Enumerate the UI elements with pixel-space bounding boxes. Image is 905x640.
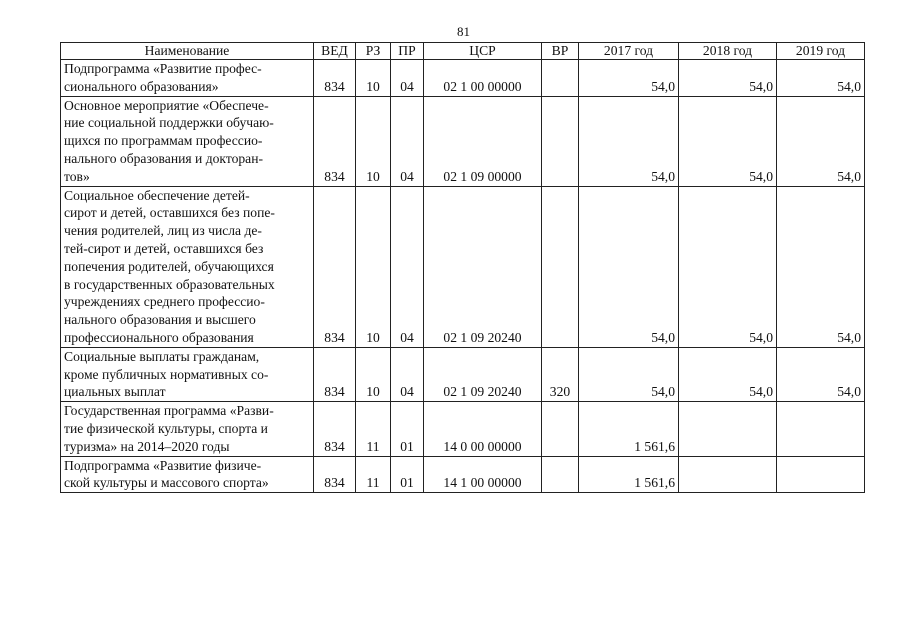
table-row — [61, 402, 865, 456]
cell-2017: 54,0 — [579, 186, 679, 347]
cell-rz: 11 — [356, 456, 391, 493]
row-name — [61, 96, 314, 186]
row-name-line: Социальные выплаты гражданам, — [64, 348, 260, 364]
header-ved: ВЕД — [314, 43, 356, 60]
cell-2018: 54,0 — [679, 60, 777, 97]
cell-2018: 54,0 — [679, 186, 777, 347]
table-header-row — [61, 43, 865, 60]
row-name-line: Подпрограмма «Развитие физиче- — [64, 457, 262, 473]
cell-vr: 320 — [542, 347, 579, 401]
table-row — [61, 186, 865, 347]
cell-pr: 01 — [391, 456, 424, 493]
cell-ved: 834 — [314, 456, 356, 493]
cell-vr — [542, 456, 579, 493]
row-name — [61, 402, 314, 456]
table-row — [61, 347, 865, 401]
header-2017: 2017 год — [579, 43, 679, 60]
row-name-line: циальных выплат — [64, 384, 166, 400]
row-name-line: тов» — [64, 168, 90, 184]
cell-2018 — [679, 456, 777, 493]
row-name-line: кроме публичных нормативных со- — [64, 366, 269, 382]
cell-2018: 54,0 — [679, 96, 777, 186]
cell-rz: 10 — [356, 186, 391, 347]
row-name-line: сионального образования» — [64, 78, 219, 94]
row-name-line: попечения родителей, обучающихся — [64, 258, 274, 274]
cell-2017: 1 561,6 — [579, 456, 679, 493]
cell-ved: 834 — [314, 96, 356, 186]
cell-2017: 1 561,6 — [579, 402, 679, 456]
row-name-line: Социальное обеспечение детей- — [64, 187, 250, 203]
row-name — [61, 186, 314, 347]
row-name-line: Государственная программа «Разви- — [64, 403, 274, 419]
row-name-line: учреждениях среднего профессио- — [64, 294, 265, 310]
cell-csr: 02 1 09 00000 — [424, 96, 542, 186]
cell-2018 — [679, 402, 777, 456]
row-name-line: ние социальной поддержки обучаю- — [64, 115, 274, 131]
cell-vr — [542, 186, 579, 347]
cell-2019 — [777, 402, 865, 456]
row-name-line: сирот и детей, оставшихся без попе- — [64, 205, 275, 221]
table-row — [61, 456, 865, 493]
row-name-line: нального образования и докторан- — [64, 150, 264, 166]
row-name-line: щихся по программам профессио- — [64, 133, 263, 149]
header-name: Наименование — [61, 43, 314, 60]
cell-2019: 54,0 — [777, 186, 865, 347]
cell-2019 — [777, 456, 865, 493]
cell-vr — [542, 96, 579, 186]
cell-csr: 02 1 09 20240 — [424, 186, 542, 347]
cell-2017: 54,0 — [579, 347, 679, 401]
cell-2019: 54,0 — [777, 60, 865, 97]
row-name-line: чения родителей, лиц из числа де- — [64, 223, 262, 239]
row-name-line: в государственных образовательных — [64, 276, 275, 292]
cell-rz: 10 — [356, 60, 391, 97]
budget-table — [60, 42, 865, 493]
row-name — [61, 60, 314, 97]
cell-pr: 04 — [391, 186, 424, 347]
row-name-line: Основное мероприятие «Обеспече- — [64, 97, 269, 113]
cell-2018: 54,0 — [679, 347, 777, 401]
cell-rz: 11 — [356, 402, 391, 456]
cell-ved: 834 — [314, 60, 356, 97]
row-name — [61, 347, 314, 401]
cell-csr: 02 1 09 20240 — [424, 347, 542, 401]
cell-pr: 01 — [391, 402, 424, 456]
row-name-line: туризма» на 2014–2020 годы — [64, 438, 230, 454]
cell-rz: 10 — [356, 96, 391, 186]
cell-pr: 04 — [391, 60, 424, 97]
header-2018: 2018 год — [679, 43, 777, 60]
cell-csr: 14 1 00 00000 — [424, 456, 542, 493]
cell-pr: 04 — [391, 347, 424, 401]
cell-csr: 02 1 00 00000 — [424, 60, 542, 97]
header-csr: ЦСР — [424, 43, 542, 60]
cell-ved: 834 — [314, 347, 356, 401]
header-rz: РЗ — [356, 43, 391, 60]
header-2019: 2019 год — [777, 43, 865, 60]
row-name-line: ской культуры и массового спорта» — [64, 475, 269, 491]
row-name-line: профессионального образования — [64, 329, 254, 345]
table-row — [61, 60, 865, 97]
cell-2017: 54,0 — [579, 96, 679, 186]
cell-2017: 54,0 — [579, 60, 679, 97]
cell-csr: 14 0 00 00000 — [424, 402, 542, 456]
row-name-line: тей-сирот и детей, оставшихся без — [64, 240, 264, 256]
table-row — [61, 96, 865, 186]
row-name-line: нального образования и высшего — [64, 312, 256, 328]
cell-ved: 834 — [314, 402, 356, 456]
cell-rz: 10 — [356, 347, 391, 401]
cell-vr — [542, 60, 579, 97]
cell-vr — [542, 402, 579, 456]
row-name-line: Подпрограмма «Развитие профес- — [64, 61, 262, 76]
header-vr: ВР — [542, 43, 579, 60]
header-pr: ПР — [391, 43, 424, 60]
cell-2019: 54,0 — [777, 96, 865, 186]
page-number: 81 — [457, 24, 470, 39]
row-name — [61, 456, 314, 493]
row-name-line: тие физической культуры, спорта и — [64, 420, 268, 436]
cell-2019: 54,0 — [777, 347, 865, 401]
cell-ved: 834 — [314, 186, 356, 347]
cell-pr: 04 — [391, 96, 424, 186]
